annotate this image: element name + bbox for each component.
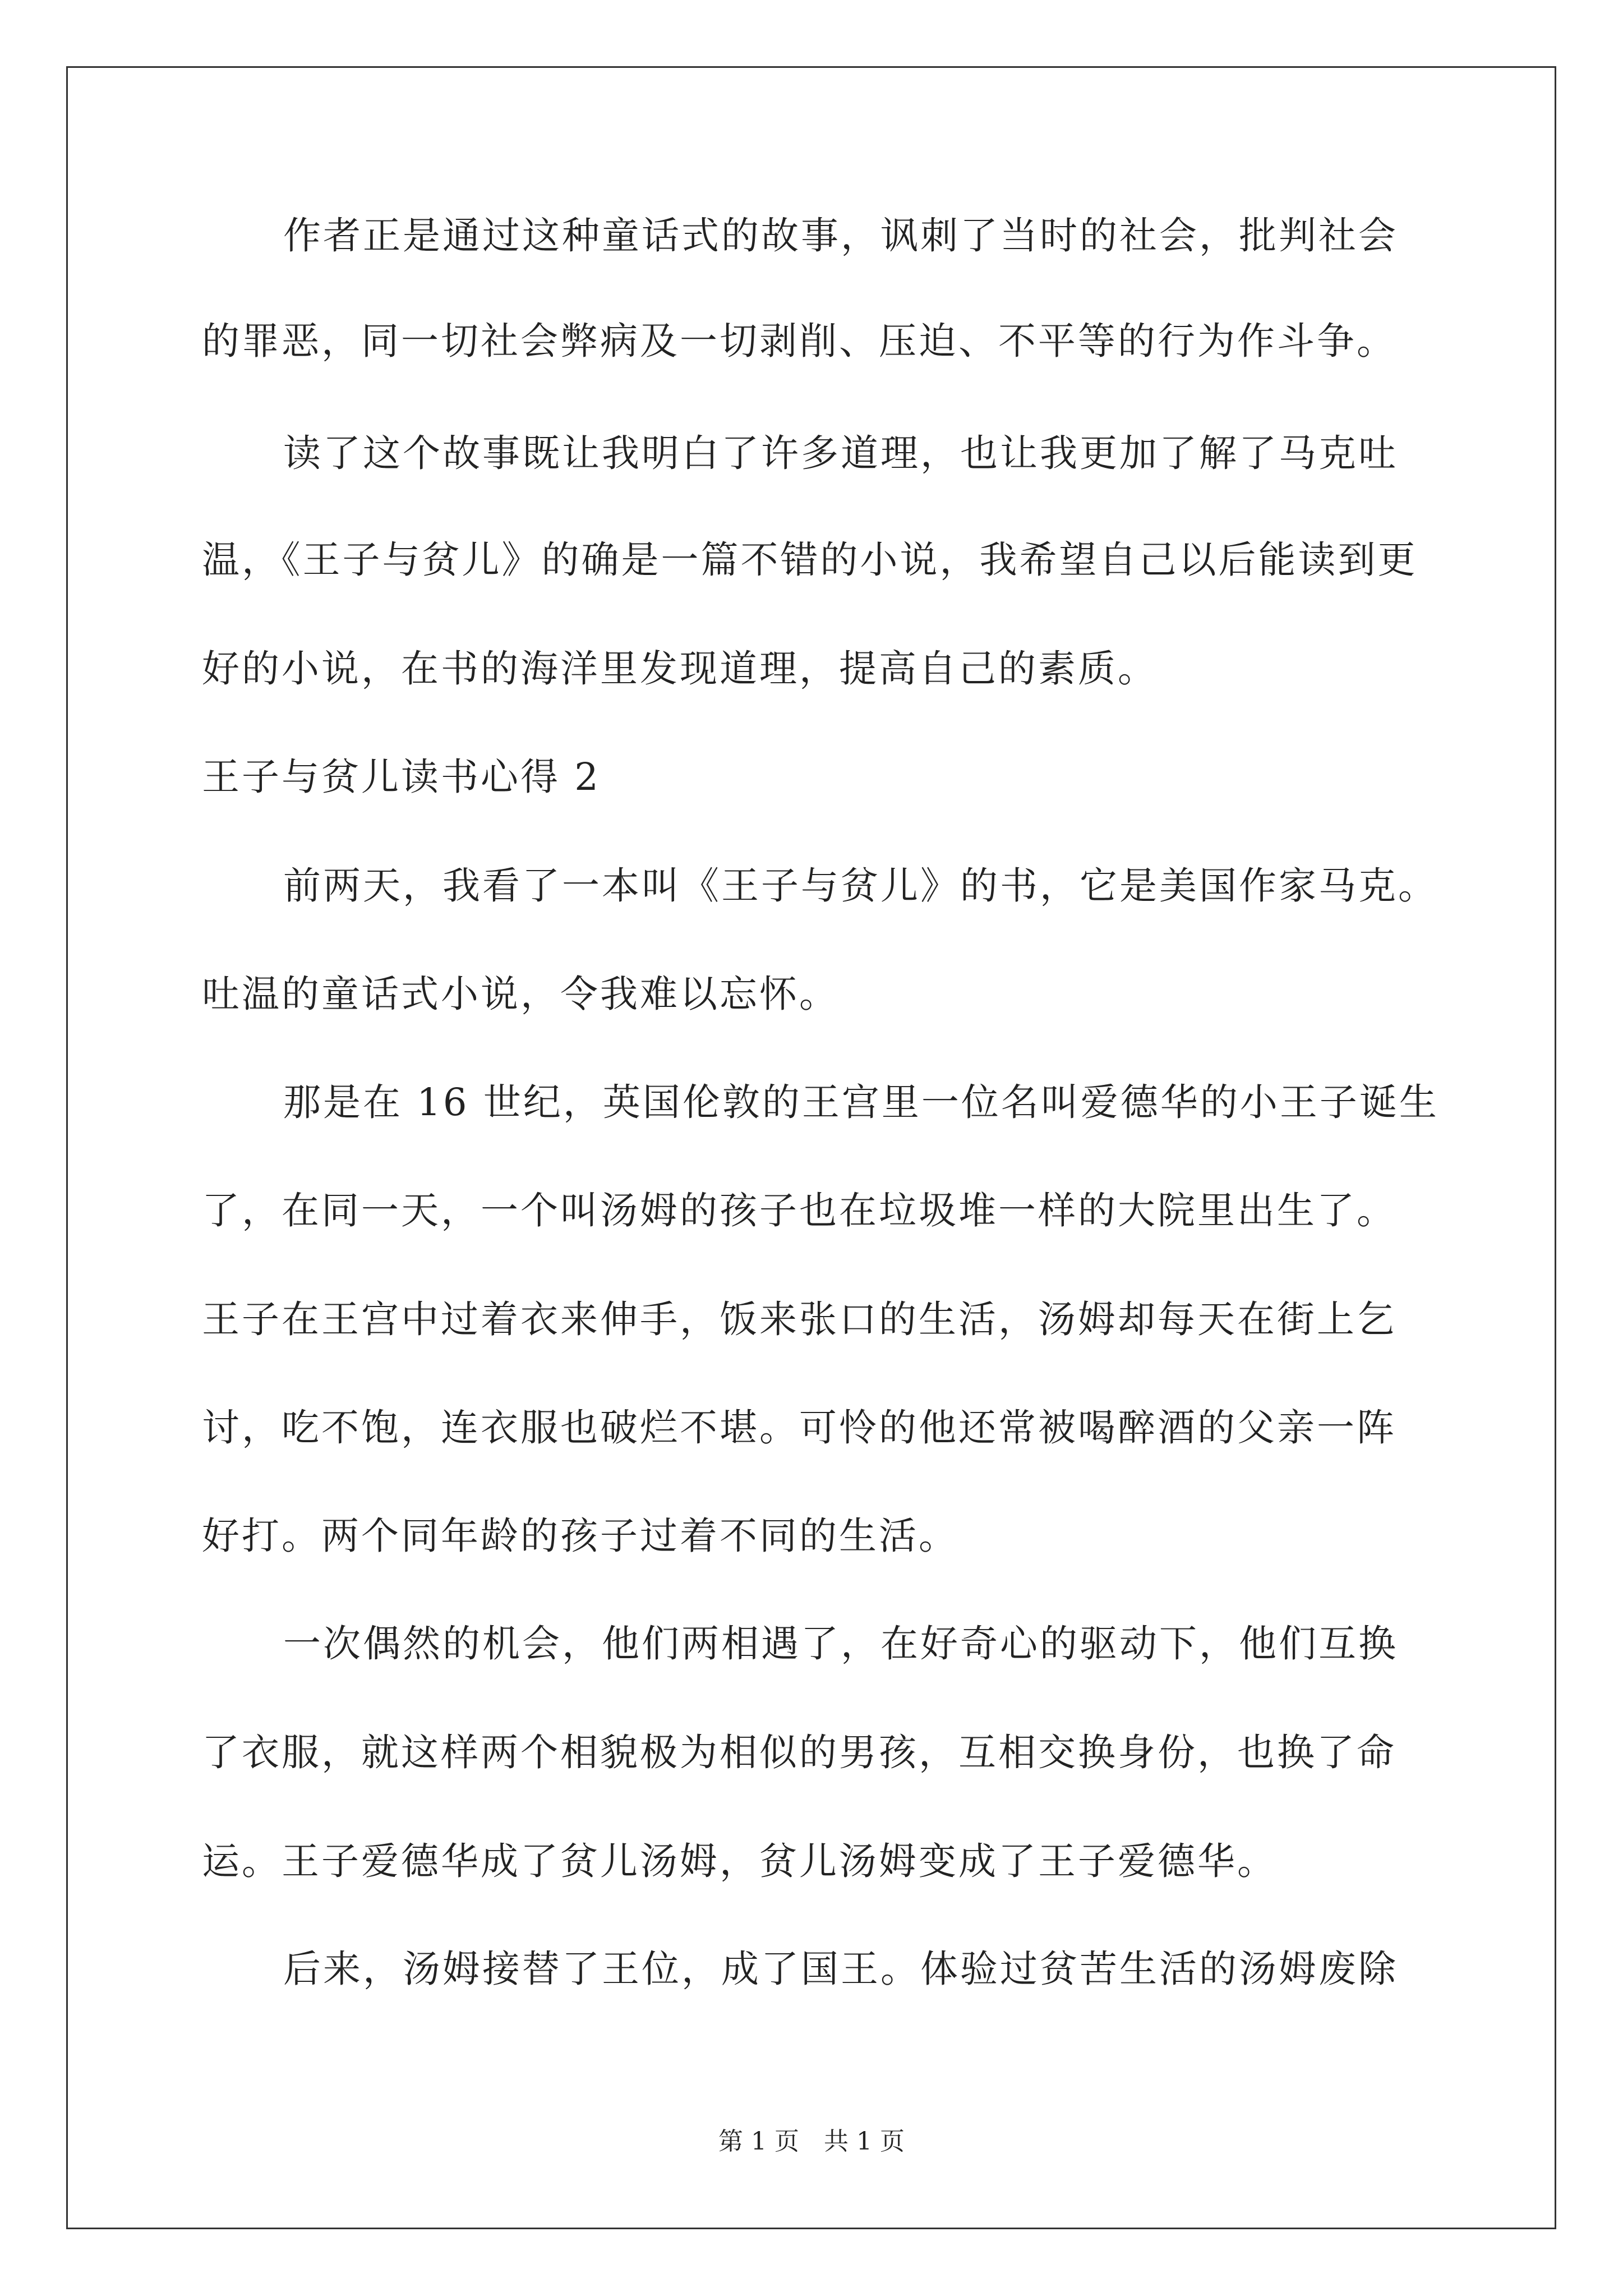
- paragraph-line: 读了这个故事既让我明白了许多道理，也让我更加了解了马克吐: [283, 431, 1398, 475]
- paragraph-line: 温，《王子与贫儿》的确是一篇不错的小说，我希望自己以后能读到更: [202, 538, 1418, 582]
- paragraph-line: 讨，吃不饱，连衣服也破烂不堪。可怜的他还常被喝醉酒的父亲一阵: [202, 1406, 1396, 1450]
- section-heading: 王子与贫儿读书心得 2: [202, 755, 601, 799]
- page-footer: 第 1 页 共 1 页: [718, 2127, 905, 2156]
- paragraph-line: 的罪恶，同一切社会弊病及一切剥削、压迫、不平等的行为作斗争。: [202, 319, 1396, 363]
- page-border: [66, 66, 1556, 2229]
- paragraph-line: 前两天，我看了一本叫《王子与贫儿》的书，它是美国作家马克。: [283, 864, 1438, 908]
- paragraph-line: 了衣服，就这样两个相貌极为相似的男孩，互相交换身份，也换了命: [202, 1731, 1396, 1774]
- paragraph-line: 王子在王宫中过着衣来伸手，饭来张口的生活，汤姆却每天在街上乞: [202, 1297, 1396, 1341]
- paragraph-line: 运。王子爱德华成了贫儿汤姆，贫儿汤姆变成了王子爱德华。: [202, 1839, 1277, 1883]
- paragraph-line: 后来，汤姆接替了王位，成了国王。体验过贫苦生活的汤姆废除: [283, 1947, 1398, 1991]
- paragraph-line: 吐温的童话式小说，令我难以忘怀。: [202, 972, 839, 1016]
- paragraph-line: 一次偶然的机会，他们两相遇了，在好奇心的驱动下，他们互换: [283, 1622, 1398, 1665]
- paragraph-line: 了，在同一天，一个叫汤姆的孩子也在垃圾堆一样的大院里出生了。: [202, 1189, 1396, 1232]
- paragraph-line: 好打。两个同年龄的孩子过着不同的生活。: [202, 1514, 958, 1558]
- paragraph-line: 那是在 16 世纪，英国伦敦的王宫里一位名叫爱德华的小王子诞生: [283, 1080, 1439, 1124]
- paragraph-line: 好的小说，在书的海洋里发现道理，提高自己的素质。: [202, 647, 1158, 691]
- paragraph-line: 作者正是通过这种童话式的故事，讽刺了当时的社会，批判社会: [283, 214, 1398, 257]
